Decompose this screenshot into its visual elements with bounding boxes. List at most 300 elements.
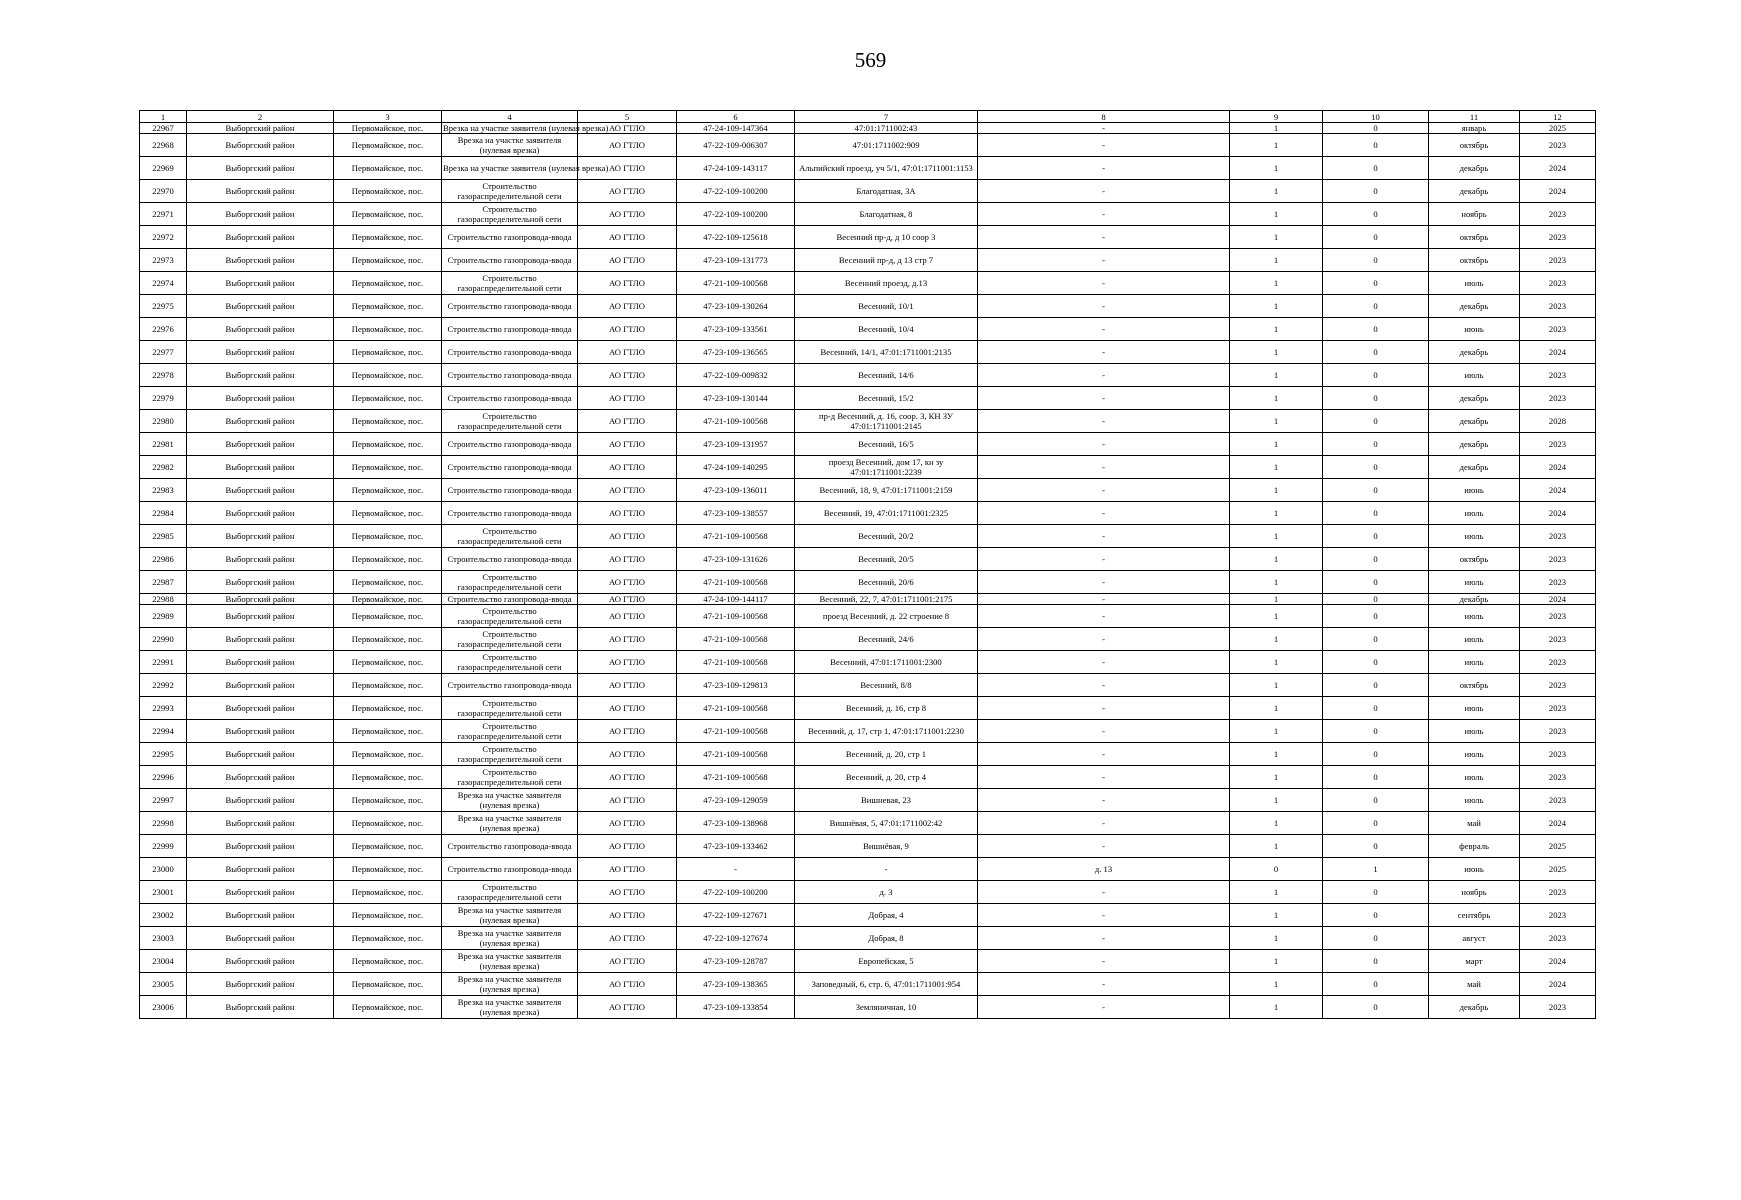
work-type-cell: Строительство газораспределительной сети: [442, 743, 578, 766]
column-8-cell: -: [978, 295, 1230, 318]
locality-cell: Первомайское, пос.: [334, 927, 442, 950]
month-cell: июль: [1429, 766, 1520, 789]
column-10-cell: 0: [1323, 927, 1429, 950]
month-cell: февраль: [1429, 835, 1520, 858]
year-cell: 2023: [1520, 605, 1596, 628]
locality-cell: Первомайское, пос.: [334, 881, 442, 904]
column-9-cell: 1: [1230, 456, 1323, 479]
locality-cell: Первомайское, пос.: [334, 410, 442, 433]
column-8-cell: д. 13: [978, 858, 1230, 881]
row-number-cell: 22979: [140, 387, 187, 410]
year-cell: 2023: [1520, 226, 1596, 249]
column-8-cell: -: [978, 272, 1230, 295]
register-table: [139, 110, 1596, 1019]
organization-cell: АО ГТЛО: [578, 605, 677, 628]
district-cell: Выборгский район: [187, 134, 334, 157]
table-row: [140, 881, 1596, 904]
work-type-cell: Врезка на участке заявителя (нулевая врезка): [442, 157, 578, 180]
address-cell: Весенний, 20/5: [795, 548, 978, 571]
table-row: [140, 157, 1596, 180]
row-number-cell: 22990: [140, 628, 187, 651]
column-9-cell: 1: [1230, 410, 1323, 433]
organization-cell: АО ГТЛО: [578, 858, 677, 881]
district-cell: Выборгский район: [187, 743, 334, 766]
request-number-cell: -: [677, 858, 795, 881]
column-8-cell: -: [978, 605, 1230, 628]
locality-cell: Первомайское, пос.: [334, 594, 442, 605]
table-row: [140, 973, 1596, 996]
address-cell: Весенний, д. 16, стр 8: [795, 697, 978, 720]
request-number-cell: 47-22-109-127674: [677, 927, 795, 950]
column-10-cell: 0: [1323, 525, 1429, 548]
address-cell: Весенний, 19, 47:01:1711001:2325: [795, 502, 978, 525]
column-8-cell: -: [978, 674, 1230, 697]
column-9-cell: 1: [1230, 571, 1323, 594]
work-type-cell: Строительство газопровода-ввода: [442, 479, 578, 502]
district-cell: Выборгский район: [187, 594, 334, 605]
month-cell: октябрь: [1429, 249, 1520, 272]
table-row: [140, 697, 1596, 720]
month-cell: июнь: [1429, 318, 1520, 341]
column-9-cell: 1: [1230, 651, 1323, 674]
locality-cell: Первомайское, пос.: [334, 479, 442, 502]
column-9-cell: 1: [1230, 812, 1323, 835]
column-10-cell: 0: [1323, 628, 1429, 651]
table-row: [140, 571, 1596, 594]
request-number-cell: 47-22-109-006307: [677, 134, 795, 157]
month-cell: сентябрь: [1429, 904, 1520, 927]
address-cell: Весенний, 8/8: [795, 674, 978, 697]
row-number-cell: 22980: [140, 410, 187, 433]
district-cell: Выборгский район: [187, 674, 334, 697]
locality-cell: Первомайское, пос.: [334, 341, 442, 364]
column-10-cell: 0: [1323, 295, 1429, 318]
district-cell: Выборгский район: [187, 628, 334, 651]
request-number-cell: 47-23-109-131626: [677, 548, 795, 571]
year-cell: 2023: [1520, 249, 1596, 272]
organization-cell: АО ГТЛО: [578, 697, 677, 720]
locality-cell: Первомайское, пос.: [334, 835, 442, 858]
locality-cell: Первомайское, пос.: [334, 697, 442, 720]
month-cell: декабрь: [1429, 456, 1520, 479]
request-number-cell: 47-23-109-138968: [677, 812, 795, 835]
address-cell: пр-д Весенний, д. 16, соор. 3, КН ЗУ 47:01:1711001:2145: [795, 410, 978, 433]
column-10-cell: 0: [1323, 249, 1429, 272]
column-8-cell: -: [978, 996, 1230, 1019]
row-number-cell: 22996: [140, 766, 187, 789]
month-cell: июль: [1429, 743, 1520, 766]
column-header: 8: [978, 111, 1230, 123]
address-cell: Весенний, 20/2: [795, 525, 978, 548]
address-cell: Весенний, д. 20, стр 4: [795, 766, 978, 789]
column-8-cell: -: [978, 789, 1230, 812]
table-row: [140, 272, 1596, 295]
row-number-cell: 22968: [140, 134, 187, 157]
table-row: [140, 812, 1596, 835]
month-cell: октябрь: [1429, 548, 1520, 571]
district-cell: Выборгский район: [187, 697, 334, 720]
column-10-cell: 0: [1323, 479, 1429, 502]
locality-cell: Первомайское, пос.: [334, 548, 442, 571]
table-row: [140, 249, 1596, 272]
column-10-cell: 0: [1323, 697, 1429, 720]
year-cell: 2024: [1520, 502, 1596, 525]
address-cell: Вишневая, 23: [795, 789, 978, 812]
column-9-cell: 1: [1230, 743, 1323, 766]
row-number-cell: 22982: [140, 456, 187, 479]
row-number-cell: 22970: [140, 180, 187, 203]
work-type-cell: Врезка на участке заявителя (нулевая врезка): [442, 789, 578, 812]
address-cell: Весенний, 20/6: [795, 571, 978, 594]
work-type-cell: Строительство газораспределительной сети: [442, 203, 578, 226]
page-number: 569: [854, 48, 887, 72]
organization-cell: АО ГТЛО: [578, 272, 677, 295]
month-cell: июль: [1429, 651, 1520, 674]
column-9-cell: 1: [1230, 674, 1323, 697]
month-cell: декабрь: [1429, 387, 1520, 410]
request-number-cell: 47-22-109-125618: [677, 226, 795, 249]
row-number-cell: 22997: [140, 789, 187, 812]
locality-cell: Первомайское, пос.: [334, 996, 442, 1019]
year-cell: 2024: [1520, 812, 1596, 835]
column-9-cell: 1: [1230, 226, 1323, 249]
request-number-cell: 47-24-109-140295: [677, 456, 795, 479]
district-cell: Выборгский район: [187, 571, 334, 594]
column-9-cell: 1: [1230, 249, 1323, 272]
work-type-cell: Строительство газораспределительной сети: [442, 720, 578, 743]
row-number-cell: 23006: [140, 996, 187, 1019]
address-cell: Весенний, 18, 9, 47:01:1711001:2159: [795, 479, 978, 502]
column-10-cell: 0: [1323, 410, 1429, 433]
table-row: [140, 134, 1596, 157]
column-8-cell: -: [978, 387, 1230, 410]
request-number-cell: 47-23-109-136565: [677, 341, 795, 364]
district-cell: Выборгский район: [187, 789, 334, 812]
column-8-cell: -: [978, 226, 1230, 249]
table-row: [140, 387, 1596, 410]
work-type-cell: Врезка на участке заявителя (нулевая врезка): [442, 134, 578, 157]
locality-cell: Первомайское, пос.: [334, 123, 442, 134]
column-10-cell: 0: [1323, 881, 1429, 904]
row-number-cell: 22999: [140, 835, 187, 858]
organization-cell: АО ГТЛО: [578, 927, 677, 950]
year-cell: 2024: [1520, 479, 1596, 502]
request-number-cell: 47-22-109-100200: [677, 203, 795, 226]
column-9-cell: 1: [1230, 548, 1323, 571]
work-type-cell: Строительство газопровода-ввода: [442, 295, 578, 318]
table-row: [140, 594, 1596, 605]
month-cell: июль: [1429, 720, 1520, 743]
column-header: 12: [1520, 111, 1596, 123]
district-cell: Выборгский район: [187, 295, 334, 318]
organization-cell: АО ГТЛО: [578, 525, 677, 548]
column-header: 11: [1429, 111, 1520, 123]
column-9-cell: 1: [1230, 720, 1323, 743]
year-cell: 2023: [1520, 548, 1596, 571]
month-cell: май: [1429, 973, 1520, 996]
month-cell: декабрь: [1429, 180, 1520, 203]
work-type-cell: Строительство газопровода-ввода: [442, 226, 578, 249]
work-type-cell: Строительство газопровода-ввода: [442, 674, 578, 697]
month-cell: декабрь: [1429, 341, 1520, 364]
address-cell: Добрая, 8: [795, 927, 978, 950]
column-9-cell: 1: [1230, 525, 1323, 548]
request-number-cell: 47-23-109-136011: [677, 479, 795, 502]
column-9-cell: 1: [1230, 134, 1323, 157]
request-number-cell: 47-21-109-100568: [677, 605, 795, 628]
request-number-cell: 47-23-109-131957: [677, 433, 795, 456]
request-number-cell: 47-24-109-143117: [677, 157, 795, 180]
address-cell: 47:01:1711002:909: [795, 134, 978, 157]
locality-cell: Первомайское, пос.: [334, 157, 442, 180]
request-number-cell: 47-23-109-128787: [677, 950, 795, 973]
organization-cell: АО ГТЛО: [578, 571, 677, 594]
district-cell: Выборгский район: [187, 605, 334, 628]
year-cell: 2024: [1520, 594, 1596, 605]
work-type-cell: Строительство газопровода-ввода: [442, 858, 578, 881]
locality-cell: Первомайское, пос.: [334, 789, 442, 812]
district-cell: Выборгский район: [187, 318, 334, 341]
district-cell: Выборгский район: [187, 456, 334, 479]
address-cell: Весенний, 10/4: [795, 318, 978, 341]
month-cell: август: [1429, 927, 1520, 950]
table-row: [140, 996, 1596, 1019]
table-row: [140, 203, 1596, 226]
request-number-cell: 47-23-109-138365: [677, 973, 795, 996]
organization-cell: АО ГТЛО: [578, 651, 677, 674]
column-8-cell: -: [978, 318, 1230, 341]
column-header: 1: [140, 111, 187, 123]
request-number-cell: 47-23-109-133854: [677, 996, 795, 1019]
column-8-cell: -: [978, 123, 1230, 134]
column-header: 6: [677, 111, 795, 123]
month-cell: июнь: [1429, 858, 1520, 881]
address-cell: -: [795, 858, 978, 881]
column-8-cell: -: [978, 249, 1230, 272]
address-cell: 47:01:1711002:43: [795, 123, 978, 134]
request-number-cell: 47-21-109-100568: [677, 720, 795, 743]
column-10-cell: 0: [1323, 318, 1429, 341]
work-type-cell: Строительство газопровода-ввода: [442, 433, 578, 456]
locality-cell: Первомайское, пос.: [334, 180, 442, 203]
column-8-cell: -: [978, 134, 1230, 157]
column-10-cell: 0: [1323, 996, 1429, 1019]
year-cell: 2024: [1520, 341, 1596, 364]
year-cell: 2023: [1520, 525, 1596, 548]
table-row: [140, 789, 1596, 812]
row-number-cell: 22973: [140, 249, 187, 272]
year-cell: 2023: [1520, 720, 1596, 743]
column-10-cell: 0: [1323, 548, 1429, 571]
district-cell: Выборгский район: [187, 341, 334, 364]
column-8-cell: -: [978, 766, 1230, 789]
request-number-cell: 47-23-109-129813: [677, 674, 795, 697]
table-row: [140, 410, 1596, 433]
column-9-cell: 1: [1230, 996, 1323, 1019]
request-number-cell: 47-21-109-100568: [677, 651, 795, 674]
work-type-cell: Строительство газопровода-ввода: [442, 341, 578, 364]
district-cell: Выборгский район: [187, 123, 334, 134]
row-number-cell: 22972: [140, 226, 187, 249]
work-type-cell: Врезка на участке заявителя (нулевая врезка): [442, 904, 578, 927]
organization-cell: АО ГТЛО: [578, 433, 677, 456]
column-10-cell: 0: [1323, 123, 1429, 134]
request-number-cell: 47-21-109-100568: [677, 410, 795, 433]
column-10-cell: 0: [1323, 766, 1429, 789]
address-cell: Весенний пр-д, д 13 стр 7: [795, 249, 978, 272]
row-number-cell: 22981: [140, 433, 187, 456]
district-cell: Выборгский район: [187, 904, 334, 927]
column-10-cell: 0: [1323, 835, 1429, 858]
request-number-cell: 47-21-109-100568: [677, 697, 795, 720]
column-10-cell: 0: [1323, 134, 1429, 157]
column-9-cell: 0: [1230, 858, 1323, 881]
month-cell: июль: [1429, 272, 1520, 295]
year-cell: 2025: [1520, 858, 1596, 881]
month-cell: ноябрь: [1429, 203, 1520, 226]
column-9-cell: 1: [1230, 766, 1323, 789]
request-number-cell: 47-23-109-131773: [677, 249, 795, 272]
work-type-cell: Строительство газопровода-ввода: [442, 249, 578, 272]
row-number-cell: 22991: [140, 651, 187, 674]
request-number-cell: 47-23-109-133561: [677, 318, 795, 341]
year-cell: 2023: [1520, 881, 1596, 904]
row-number-cell: 22987: [140, 571, 187, 594]
row-number-cell: 22993: [140, 697, 187, 720]
district-cell: Выборгский район: [187, 858, 334, 881]
address-cell: Весенний, 47:01:1711001:2300: [795, 651, 978, 674]
address-cell: Весенний, 10/1: [795, 295, 978, 318]
district-cell: Выборгский район: [187, 272, 334, 295]
locality-cell: Первомайское, пос.: [334, 387, 442, 410]
work-type-cell: Строительство газораспределительной сети: [442, 766, 578, 789]
address-cell: проезд Весенний, дом 17, кн зу 47:01:1711001:2239: [795, 456, 978, 479]
column-9-cell: 1: [1230, 123, 1323, 134]
locality-cell: Первомайское, пос.: [334, 456, 442, 479]
column-8-cell: -: [978, 410, 1230, 433]
column-8-cell: -: [978, 548, 1230, 571]
locality-cell: Первомайское, пос.: [334, 295, 442, 318]
district-cell: Выборгский район: [187, 881, 334, 904]
organization-cell: АО ГТЛО: [578, 479, 677, 502]
column-10-cell: 0: [1323, 203, 1429, 226]
month-cell: январь: [1429, 123, 1520, 134]
work-type-cell: Врезка на участке заявителя (нулевая врезка): [442, 996, 578, 1019]
table-row: [140, 674, 1596, 697]
column-9-cell: 1: [1230, 295, 1323, 318]
table-row: [140, 180, 1596, 203]
organization-cell: АО ГТЛО: [578, 134, 677, 157]
address-cell: Добрая, 4: [795, 904, 978, 927]
locality-cell: Первомайское, пос.: [334, 858, 442, 881]
organization-cell: АО ГТЛО: [578, 881, 677, 904]
year-cell: 2023: [1520, 134, 1596, 157]
district-cell: Выборгский район: [187, 548, 334, 571]
district-cell: Выборгский район: [187, 996, 334, 1019]
work-type-cell: Строительство газопровода-ввода: [442, 387, 578, 410]
work-type-cell: Строительство газораспределительной сети: [442, 272, 578, 295]
organization-cell: АО ГТЛО: [578, 341, 677, 364]
column-8-cell: -: [978, 180, 1230, 203]
district-cell: Выборгский район: [187, 433, 334, 456]
organization-cell: АО ГТЛО: [578, 180, 677, 203]
work-type-cell: Строительство газопровода-ввода: [442, 835, 578, 858]
column-9-cell: 1: [1230, 789, 1323, 812]
table-row: [140, 858, 1596, 881]
column-8-cell: -: [978, 720, 1230, 743]
locality-cell: Первомайское, пос.: [334, 364, 442, 387]
address-cell: Весенний, 24/6: [795, 628, 978, 651]
column-9-cell: 1: [1230, 502, 1323, 525]
year-cell: 2024: [1520, 157, 1596, 180]
column-9-cell: 1: [1230, 180, 1323, 203]
column-10-cell: 0: [1323, 973, 1429, 996]
year-cell: 2025: [1520, 835, 1596, 858]
address-cell: Весенний, д. 20, стр 1: [795, 743, 978, 766]
column-8-cell: -: [978, 525, 1230, 548]
locality-cell: Первомайское, пос.: [334, 766, 442, 789]
row-number-cell: 22992: [140, 674, 187, 697]
work-type-cell: Строительство газораспределительной сети: [442, 410, 578, 433]
organization-cell: АО ГТЛО: [578, 295, 677, 318]
organization-cell: АО ГТЛО: [578, 410, 677, 433]
column-9-cell: 1: [1230, 341, 1323, 364]
column-8-cell: -: [978, 341, 1230, 364]
work-type-cell: Строительство газораспределительной сети: [442, 881, 578, 904]
year-cell: 2023: [1520, 674, 1596, 697]
column-9-cell: 1: [1230, 203, 1323, 226]
address-cell: Весенний, д. 17, стр 1, 47:01:1711001:2230: [795, 720, 978, 743]
address-cell: Вишнёвая, 9: [795, 835, 978, 858]
request-number-cell: 47-23-109-133462: [677, 835, 795, 858]
row-number-cell: 23000: [140, 858, 187, 881]
request-number-cell: 47-21-109-100568: [677, 272, 795, 295]
row-number-cell: 22978: [140, 364, 187, 387]
request-number-cell: 47-21-109-100568: [677, 743, 795, 766]
organization-cell: АО ГТЛО: [578, 973, 677, 996]
request-number-cell: 47-21-109-100568: [677, 571, 795, 594]
year-cell: 2023: [1520, 789, 1596, 812]
work-type-cell: Строительство газопровода-ввода: [442, 548, 578, 571]
table-row: [140, 927, 1596, 950]
column-9-cell: 1: [1230, 433, 1323, 456]
month-cell: декабрь: [1429, 996, 1520, 1019]
district-cell: Выборгский район: [187, 387, 334, 410]
work-type-cell: Врезка на участке заявителя (нулевая врезка): [443, 123, 609, 133]
work-type-cell: Врезка на участке заявителя (нулевая врезка): [442, 927, 578, 950]
row-number-cell: 23003: [140, 927, 187, 950]
locality-cell: Первомайское, пос.: [334, 674, 442, 697]
year-cell: 2024: [1520, 456, 1596, 479]
request-number-cell: 47-22-109-100200: [677, 180, 795, 203]
address-cell: д. 3: [795, 881, 978, 904]
request-number-cell: 47-22-109-009832: [677, 364, 795, 387]
table-row: [140, 743, 1596, 766]
row-number-cell: 22975: [140, 295, 187, 318]
organization-cell: АО ГТЛО: [578, 996, 677, 1019]
row-number-cell: 23002: [140, 904, 187, 927]
request-number-cell: 47-24-109-144117: [677, 594, 795, 605]
column-9-cell: 1: [1230, 318, 1323, 341]
register-body: [140, 123, 1596, 1019]
locality-cell: Первомайское, пос.: [334, 628, 442, 651]
column-10-cell: 0: [1323, 651, 1429, 674]
table-row: [140, 904, 1596, 927]
locality-cell: Первомайское, пос.: [334, 950, 442, 973]
year-cell: 2023: [1520, 904, 1596, 927]
organization-cell: АО ГТЛО: [578, 743, 677, 766]
column-8-cell: -: [978, 502, 1230, 525]
